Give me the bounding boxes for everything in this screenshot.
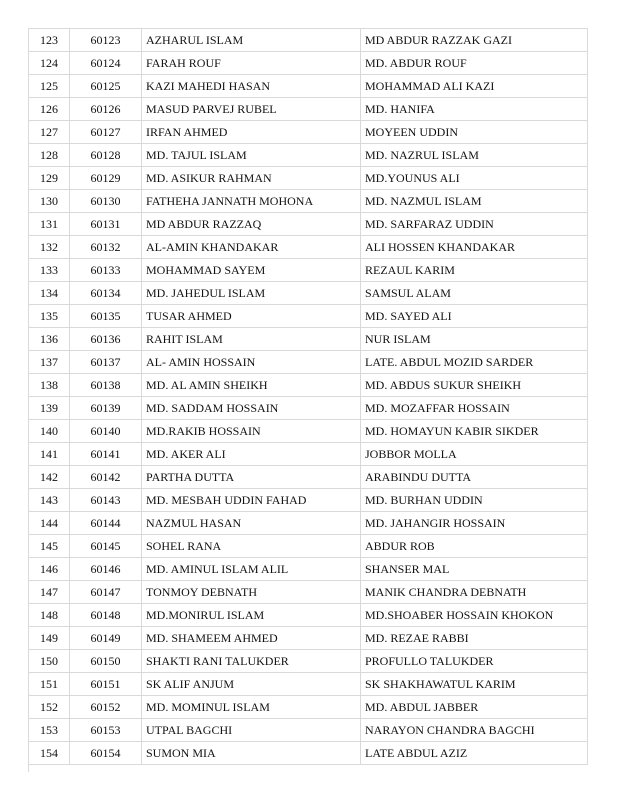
roll-number-cell: 60129 xyxy=(70,167,142,190)
table-row xyxy=(29,443,588,466)
roll-number-cell: 60134 xyxy=(70,282,142,305)
table-row xyxy=(29,190,588,213)
student-name-cell: SOHEL RANA xyxy=(142,535,361,558)
table-row xyxy=(29,259,588,282)
student-name-cell: MD. ASIKUR RAHMAN xyxy=(142,167,361,190)
serial-number-cell: 144 xyxy=(29,512,70,535)
roll-number-cell: 60151 xyxy=(70,673,142,696)
table-row xyxy=(29,374,588,397)
father-name-cell: NARAYON CHANDRA BAGCHI xyxy=(361,719,588,742)
serial-number-cell: 127 xyxy=(29,121,70,144)
father-name-cell: NUR ISLAM xyxy=(361,328,588,351)
table-row xyxy=(29,558,588,581)
roll-number-cell: 60125 xyxy=(70,75,142,98)
father-name-cell: MD. ABDUR ROUF xyxy=(361,52,588,75)
table-row xyxy=(29,144,588,167)
student-name-cell: SK ALIF ANJUM xyxy=(142,673,361,696)
roll-number-cell: 60126 xyxy=(70,98,142,121)
student-name-cell: RAHIT ISLAM xyxy=(142,328,361,351)
serial-number-cell: 154 xyxy=(29,742,70,765)
table-row xyxy=(29,305,588,328)
student-name-cell: AL-AMIN KHANDAKAR xyxy=(142,236,361,259)
student-name-cell: TONMOY DEBNATH xyxy=(142,581,361,604)
father-name-cell: ABDUR ROB xyxy=(361,535,588,558)
serial-number-cell: 128 xyxy=(29,144,70,167)
table-row xyxy=(29,512,588,535)
roll-number-cell: 60152 xyxy=(70,696,142,719)
father-name-cell: MD. JAHANGIR HOSSAIN xyxy=(361,512,588,535)
roll-number-cell: 60147 xyxy=(70,581,142,604)
table-row xyxy=(29,98,588,121)
father-name-cell: MD.SHOABER HOSSAIN KHOKON xyxy=(361,604,588,627)
roll-number-cell: 60141 xyxy=(70,443,142,466)
student-name-cell: MD. AKER ALI xyxy=(142,443,361,466)
student-name-cell: IRFAN AHMED xyxy=(142,121,361,144)
student-name-cell: NAZMUL HASAN xyxy=(142,512,361,535)
roll-number-cell: 60135 xyxy=(70,305,142,328)
table-row xyxy=(29,351,588,374)
table-row xyxy=(29,535,588,558)
table-left-border-continuation xyxy=(28,757,29,772)
serial-number-cell: 132 xyxy=(29,236,70,259)
serial-number-cell: 123 xyxy=(29,29,70,52)
student-name-cell: KAZI MAHEDI HASAN xyxy=(142,75,361,98)
table-row xyxy=(29,627,588,650)
serial-number-cell: 143 xyxy=(29,489,70,512)
father-name-cell: MD. NAZRUL ISLAM xyxy=(361,144,588,167)
father-name-cell: LATE. ABDUL MOZID SARDER xyxy=(361,351,588,374)
roll-number-cell: 60142 xyxy=(70,466,142,489)
roll-number-cell: 60124 xyxy=(70,52,142,75)
roll-number-cell: 60140 xyxy=(70,420,142,443)
father-name-cell: MD. REZAE RABBI xyxy=(361,627,588,650)
serial-number-cell: 146 xyxy=(29,558,70,581)
student-name-cell: UTPAL BAGCHI xyxy=(142,719,361,742)
serial-number-cell: 138 xyxy=(29,374,70,397)
student-name-cell: SHAKTI RANI TALUKDER xyxy=(142,650,361,673)
student-name-cell: TUSAR AHMED xyxy=(142,305,361,328)
serial-number-cell: 152 xyxy=(29,696,70,719)
serial-number-cell: 133 xyxy=(29,259,70,282)
father-name-cell: PROFULLO TALUKDER xyxy=(361,650,588,673)
father-name-cell: ARABINDU DUTTA xyxy=(361,466,588,489)
student-name-cell: AL- AMIN HOSSAIN xyxy=(142,351,361,374)
student-name-cell: MD. JAHEDUL ISLAM xyxy=(142,282,361,305)
student-list-table xyxy=(28,28,588,765)
serial-number-cell: 125 xyxy=(29,75,70,98)
student-name-cell: MD. SADDAM HOSSAIN xyxy=(142,397,361,420)
student-name-cell: AZHARUL ISLAM xyxy=(142,29,361,52)
roll-number-cell: 60132 xyxy=(70,236,142,259)
roll-number-cell: 60127 xyxy=(70,121,142,144)
father-name-cell: MD. ABDUS SUKUR SHEIKH xyxy=(361,374,588,397)
father-name-cell: MD. HOMAYUN KABIR SIKDER xyxy=(361,420,588,443)
serial-number-cell: 151 xyxy=(29,673,70,696)
father-name-cell: MD. SARFARAZ UDDIN xyxy=(361,213,588,236)
serial-number-cell: 134 xyxy=(29,282,70,305)
table-row xyxy=(29,719,588,742)
student-name-cell: MD. AL AMIN SHEIKH xyxy=(142,374,361,397)
father-name-cell: REZAUL KARIM xyxy=(361,259,588,282)
student-name-cell: MD. MESBAH UDDIN FAHAD xyxy=(142,489,361,512)
roll-number-cell: 60146 xyxy=(70,558,142,581)
table-row xyxy=(29,121,588,144)
table-row xyxy=(29,489,588,512)
roll-number-cell: 60123 xyxy=(70,29,142,52)
table-row xyxy=(29,75,588,98)
roll-number-cell: 60131 xyxy=(70,213,142,236)
table-row xyxy=(29,604,588,627)
table-row xyxy=(29,397,588,420)
table-row xyxy=(29,236,588,259)
roll-number-cell: 60136 xyxy=(70,328,142,351)
serial-number-cell: 153 xyxy=(29,719,70,742)
father-name-cell: MD. SAYED ALI xyxy=(361,305,588,328)
student-name-cell: MD ABDUR RAZZAQ xyxy=(142,213,361,236)
table-row xyxy=(29,167,588,190)
table-row xyxy=(29,328,588,351)
student-name-cell: MOHAMMAD SAYEM xyxy=(142,259,361,282)
student-name-cell: MASUD PARVEJ RUBEL xyxy=(142,98,361,121)
student-name-cell: MD.MONIRUL ISLAM xyxy=(142,604,361,627)
student-name-cell: SUMON MIA xyxy=(142,742,361,765)
table-row xyxy=(29,742,588,765)
student-name-cell: MD. AMINUL ISLAM ALIL xyxy=(142,558,361,581)
table-row xyxy=(29,52,588,75)
father-name-cell: JOBBOR MOLLA xyxy=(361,443,588,466)
roll-number-cell: 60144 xyxy=(70,512,142,535)
father-name-cell: MOYEEN UDDIN xyxy=(361,121,588,144)
roll-number-cell: 60139 xyxy=(70,397,142,420)
student-name-cell: MD. MOMINUL ISLAM xyxy=(142,696,361,719)
table-row xyxy=(29,581,588,604)
father-name-cell: MD. ABDUL JABBER xyxy=(361,696,588,719)
serial-number-cell: 130 xyxy=(29,190,70,213)
roll-number-cell: 60148 xyxy=(70,604,142,627)
father-name-cell: MANIK CHANDRA DEBNATH xyxy=(361,581,588,604)
student-name-cell: MD. TAJUL ISLAM xyxy=(142,144,361,167)
serial-number-cell: 147 xyxy=(29,581,70,604)
father-name-cell: SAMSUL ALAM xyxy=(361,282,588,305)
serial-number-cell: 150 xyxy=(29,650,70,673)
student-list-body xyxy=(29,29,588,765)
serial-number-cell: 126 xyxy=(29,98,70,121)
serial-number-cell: 149 xyxy=(29,627,70,650)
table-row xyxy=(29,29,588,52)
table-row xyxy=(29,650,588,673)
table-row xyxy=(29,420,588,443)
father-name-cell: SK SHAKHAWATUL KARIM xyxy=(361,673,588,696)
father-name-cell: MD. MOZAFFAR HOSSAIN xyxy=(361,397,588,420)
roll-number-cell: 60133 xyxy=(70,259,142,282)
roll-number-cell: 60128 xyxy=(70,144,142,167)
serial-number-cell: 124 xyxy=(29,52,70,75)
serial-number-cell: 139 xyxy=(29,397,70,420)
serial-number-cell: 135 xyxy=(29,305,70,328)
father-name-cell: MD ABDUR RAZZAK GAZI xyxy=(361,29,588,52)
father-name-cell: MD.YOUNUS ALI xyxy=(361,167,588,190)
student-name-cell: FARAH ROUF xyxy=(142,52,361,75)
father-name-cell: ALI HOSSEN KHANDAKAR xyxy=(361,236,588,259)
serial-number-cell: 142 xyxy=(29,466,70,489)
serial-number-cell: 145 xyxy=(29,535,70,558)
roll-number-cell: 60153 xyxy=(70,719,142,742)
table-row xyxy=(29,673,588,696)
serial-number-cell: 148 xyxy=(29,604,70,627)
serial-number-cell: 136 xyxy=(29,328,70,351)
father-name-cell: SHANSER MAL xyxy=(361,558,588,581)
roll-number-cell: 60143 xyxy=(70,489,142,512)
serial-number-cell: 141 xyxy=(29,443,70,466)
roll-number-cell: 60145 xyxy=(70,535,142,558)
serial-number-cell: 137 xyxy=(29,351,70,374)
table-row xyxy=(29,696,588,719)
table-row xyxy=(29,466,588,489)
student-name-cell: MD. SHAMEEM AHMED xyxy=(142,627,361,650)
serial-number-cell: 129 xyxy=(29,167,70,190)
father-name-cell: MD. NAZMUL ISLAM xyxy=(361,190,588,213)
father-name-cell: MD. HANIFA xyxy=(361,98,588,121)
table-row xyxy=(29,282,588,305)
roll-number-cell: 60154 xyxy=(70,742,142,765)
student-name-cell: PARTHA DUTTA xyxy=(142,466,361,489)
roll-number-cell: 60149 xyxy=(70,627,142,650)
roll-number-cell: 60137 xyxy=(70,351,142,374)
roll-number-cell: 60150 xyxy=(70,650,142,673)
father-name-cell: LATE ABDUL AZIZ xyxy=(361,742,588,765)
father-name-cell: MOHAMMAD ALI KAZI xyxy=(361,75,588,98)
student-name-cell: MD.RAKIB HOSSAIN xyxy=(142,420,361,443)
student-name-cell: FATHEHA JANNATH MOHONA xyxy=(142,190,361,213)
roll-number-cell: 60138 xyxy=(70,374,142,397)
serial-number-cell: 140 xyxy=(29,420,70,443)
father-name-cell: MD. BURHAN UDDIN xyxy=(361,489,588,512)
roll-number-cell: 60130 xyxy=(70,190,142,213)
table-row xyxy=(29,213,588,236)
serial-number-cell: 131 xyxy=(29,213,70,236)
